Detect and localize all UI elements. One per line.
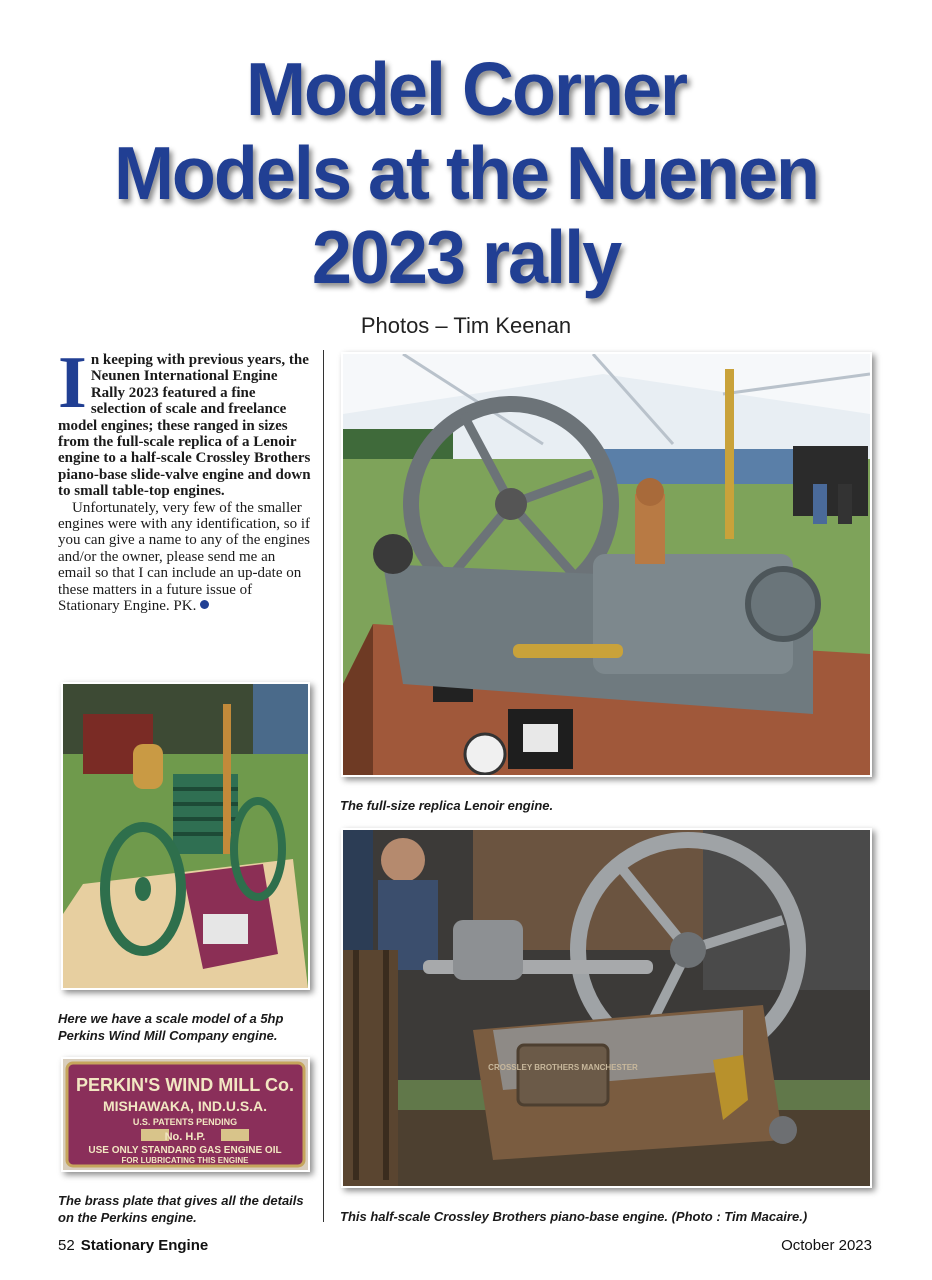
plate-line-6: FOR LUBRICATING THIS ENGINE: [121, 1156, 249, 1165]
plate-line-3: U.S. PATENTS PENDING: [132, 1117, 238, 1127]
drop-cap: I: [58, 342, 87, 424]
column-divider: [323, 350, 324, 1222]
lenoir-engine-photo: [341, 352, 872, 777]
plate-line-2: MISHAWAKA, IND.U.S.A.: [102, 1098, 268, 1114]
title-line-3: 2023 rally: [311, 216, 621, 300]
perkins-caption: Here we have a scale model of a 5hp Perkins Wind Mill Company engine.: [58, 1011, 284, 1043]
publication-name: Stationary Engine: [80, 1237, 209, 1254]
brass-plate-photo: [61, 1057, 310, 1172]
body-paragraph-2-text: Unfortunately, very few of the smaller engines were with any identification, so if you can give a name to any of the engines and/or the owner, please send me an email so that I can include an up-date on these matters in a future issue of Stationary Engine. PK.: [58, 499, 311, 615]
page-title: [0, 48, 932, 300]
lenoir-caption: The full-size replica Lenoir engine.: [340, 798, 554, 813]
plate-caption: The brass plate that gives all the details on the Perkins engine.: [58, 1193, 304, 1225]
title-line-2: Models at the Nuenen: [113, 132, 819, 216]
perkins-model-photo: [61, 682, 310, 990]
crossley-base-lettering: CROSSLEY BROTHERS MANCHESTER: [488, 1063, 638, 1072]
lead-paragraph: n keeping with previous years, the Neunen International Engine Rally 2023 featured a fine selection of scale and freelance model engines; these ranged in sizes from the full-scale replica of a Lenoir engine to a half-scale Crossley Brothers piano-base slide-valve engine and down to small table-top engines.: [58, 352, 311, 500]
end-mark-icon: [200, 600, 209, 609]
crossley-caption: This half-scale Crossley Brothers piano-base engine. (Photo : Tim Macaire.): [340, 1209, 808, 1224]
photo-credit: Photos – Tim Keenan: [360, 313, 572, 338]
crossley-engine-photo: [341, 828, 872, 1188]
title-line-1: Model Corner: [245, 48, 687, 132]
plate-line-1: PERKIN'S WIND MILL Co.: [76, 1075, 294, 1095]
body-paragraph-2: [58, 500, 312, 615]
page-footer-left: [58, 1237, 208, 1254]
page-number: 52: [58, 1237, 75, 1254]
plate-line-5: USE ONLY STANDARD GAS ENGINE OIL: [88, 1145, 282, 1156]
issue-date: October 2023: [781, 1237, 872, 1254]
article-body: [58, 342, 312, 615]
plate-line-4: No. H.P.: [164, 1131, 206, 1143]
